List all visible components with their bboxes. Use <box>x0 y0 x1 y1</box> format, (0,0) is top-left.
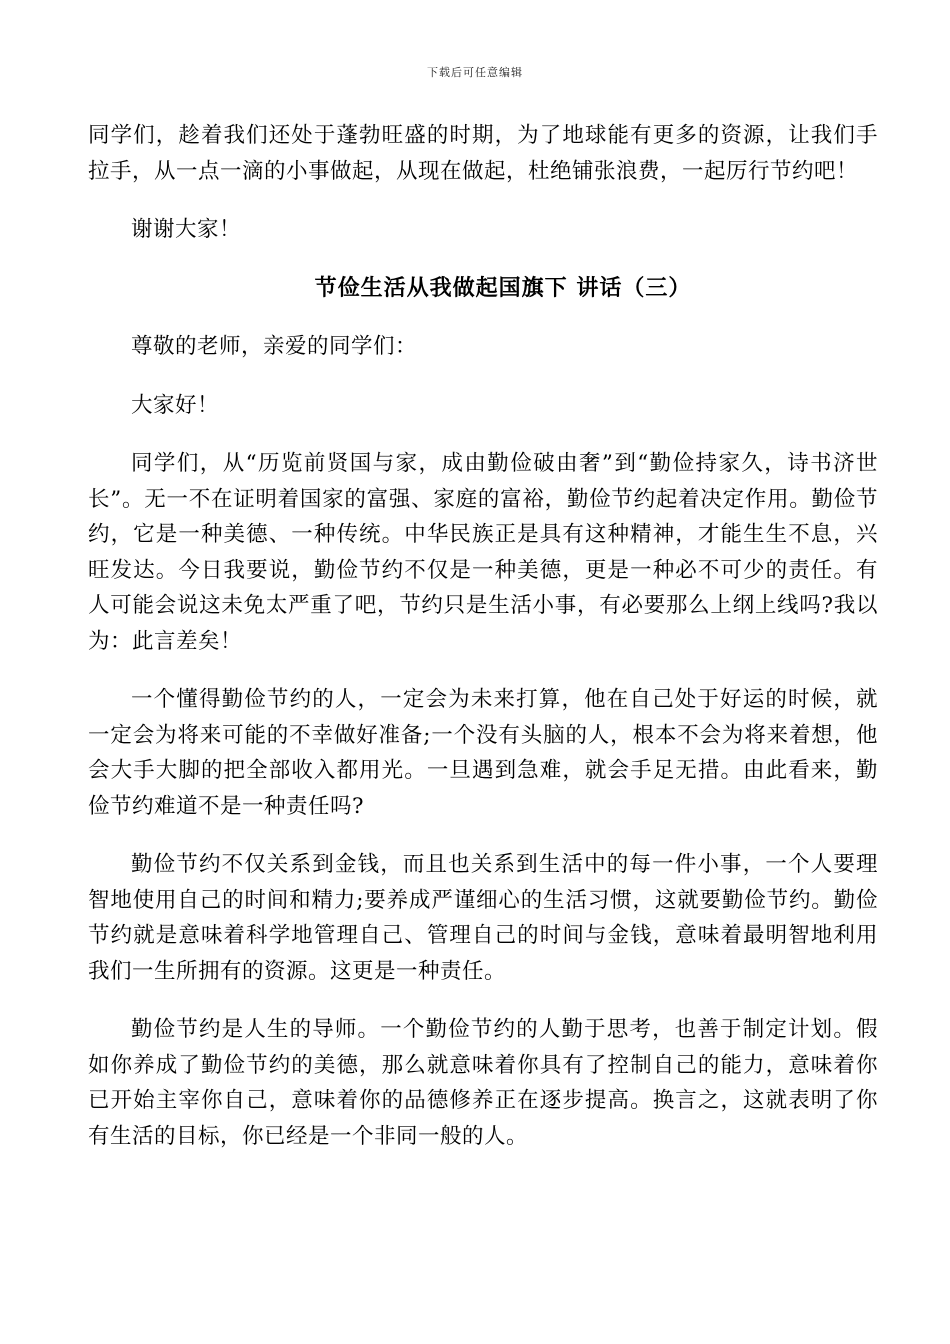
closing-paragraph: 同学们，趁着我们还处于蓬勃旺盛的时期，为了地球能有更多的资源，让我们手拉手，从一点一滴的小事做起，从现在做起，杜绝铺张浪费，一起厉行节约吧！ <box>88 123 878 184</box>
body-paragraph: 一个懂得勤俭节约的人，一定会为未来打算，他在自己处于好运的时候，就一定会为将来可能的不幸做好准备;一个没有头脑的人，根本不会为将来着想，他会大手大脚的把全部收入都用光。一旦遇到急难，就会手足无措。由此看来，勤俭节约难道不是一种责任吗? <box>88 687 878 819</box>
body-paragraph: 同学们，从“历览前贤国与家，成由勤俭破由奢”到“勤俭持家久，诗书济世长”。无一不在证明着国家的富强、家庭的富裕，勤俭节约起着决定作用。勤俭节约，它是一种美德、一种传统。中华民族正是具有这种精神，才能生生不息，兴旺发达。今日我要说，勤俭节约不仅是一种美德，更是一种必不可少的责任。有人可能会说这未免太严重了吧，节约只是生活小事，有必要那么上纲上线吗?我以为：此言差矣！ <box>88 451 878 654</box>
salutation-line: 尊敬的老师，亲爱的同学们： <box>131 334 418 359</box>
body-paragraph: 勤俭节约不仅关系到金钱，而且也关系到生活中的每一件小事，一个人要理智地使用自己的时间和精力;要养成严谨细心的生活习惯，这就要勤俭节约。勤俭节约就是意味着科学地管理自己、管理自己的时间与金钱，意味着最明智地利用我们一生所拥有的资源。这更是一种责任。 <box>88 852 878 984</box>
body-paragraph: 勤俭节约是人生的导师。一个勤俭节约的人勤于思考，也善于制定计划。假如你养成了勤俭节约的美德，那么就意味着你具有了控制自己的能力，意味着你已开始主宰你自己，意味着你的品德修养正在逐步提高。换言之，这就表明了你有生活的目标，你已经是一个非同一般的人。 <box>88 1017 878 1149</box>
greeting-line: 大家好！ <box>131 392 220 418</box>
speech-title: 节俭生活从我做起国旗下 讲话（三） <box>314 274 692 301</box>
document-body <box>88 118 878 1154</box>
thanks-line: 谢谢大家！ <box>131 217 242 242</box>
page-header: 下载后可任意编辑 <box>427 66 523 79</box>
